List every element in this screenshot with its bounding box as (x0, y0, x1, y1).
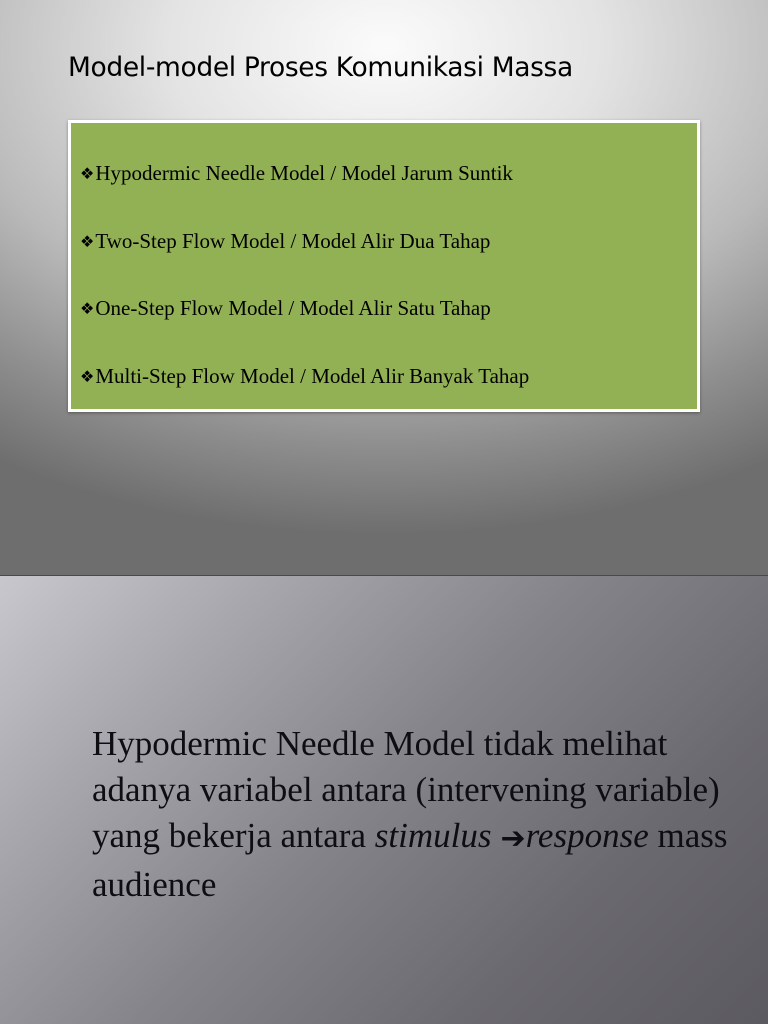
list-item (80, 229, 490, 254)
response-term: response (525, 816, 649, 855)
right-arrow-icon: ➔ (500, 821, 526, 856)
body-text-intro: Hypodermic Needle Model tidak melihat adanya variabel antara (intervening variable) yang bekerja antara (92, 724, 720, 855)
diamond-bullet-icon: ❖ (80, 367, 95, 386)
bullet-text: Hypodermic Needle Model / Model Jarum Suntik (95, 161, 513, 185)
bullet-box (68, 120, 700, 412)
bullet-text: Two-Step Flow Model / Model Alir Dua Tahap (95, 229, 491, 253)
bullet-text: Multi-Step Flow Model / Model Alir Banyak Tahap (95, 364, 530, 388)
list-item (80, 296, 491, 321)
diamond-bullet-icon: ❖ (80, 299, 95, 318)
list-item (80, 161, 513, 186)
slide-title: Model-model Proses Komunikasi Massa (68, 52, 573, 83)
body-text (92, 721, 732, 908)
diamond-bullet-icon: ❖ (80, 164, 95, 183)
bullet-text: One-Step Flow Model / Model Alir Satu Tahap (95, 296, 491, 320)
stimulus-term: stimulus (374, 816, 492, 855)
body-text-end: mass audience (92, 816, 728, 904)
slide-2 (0, 576, 768, 1024)
diamond-bullet-icon: ❖ (80, 232, 95, 251)
list-item (80, 364, 529, 389)
